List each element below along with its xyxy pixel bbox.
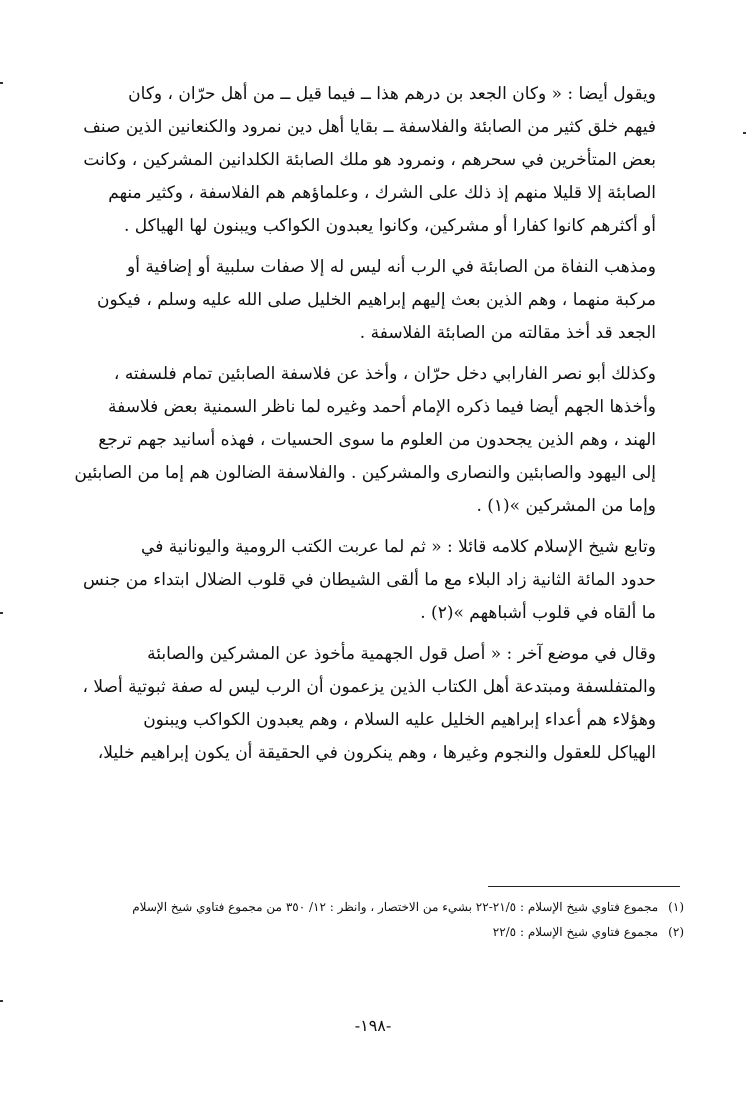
text-line: مركبة منهما ، وهم الذين بعث إليهم إبراهيم الخليل صلى الله عليه وسلم ، فيكون [97, 290, 656, 310]
paragraph-1 [72, 78, 680, 243]
text-line: فيهم خلق كثير من الصابئة والفلاسفة ــ بقايا أهل دين نمرود والكنعانين الذين صنف [83, 117, 656, 137]
text-line: إلى اليهود والصابئين والنصارى والمشركين . والفلاسفة الضالون هم إما من الصابئين [74, 463, 656, 483]
text-line: وقال في موضع آخر : « أصل قول الجهمية مأخوذ عن المشركين والصابئة [147, 644, 656, 664]
text-line: الصابئة إلا قليلا منهم إذ ذلك على الشرك ، وعلماؤهم هم الفلاسفة ، وكثير منهم [108, 183, 656, 203]
footnote-divider [488, 886, 680, 887]
scan-edge-mark [0, 612, 3, 614]
scan-edge-mark [0, 82, 3, 84]
footnotes [72, 898, 684, 948]
footnote-text: مجموع فتاوي شيخ الإسلام : ٢١/٥-٢٢ بشيء من الاختصار ، وانظر : ١٢/ ٣٥٠ من مجموع فتاوي شيخ الإسلام [132, 900, 659, 914]
footnote-2 [72, 923, 684, 942]
text-line: الجعد قد أخذ مقالته من الصابئة الفلاسفة . [359, 323, 656, 343]
footnote-number: (١) [668, 900, 684, 914]
paragraph-4 [72, 531, 680, 630]
text-line: ما ألقاه في قلوب أشباههم »(٢) . [420, 603, 656, 623]
text-line: وكذلك أبو نصر الفارابي دخل حرّان ، وأخذ عن فلاسفة الصابئين تمام فلسفته ، [113, 364, 656, 384]
text-line: الهند ، وهم الذين يجحدون من العلوم ما سوى الحسيات ، فهذه أسانيد جهم ترجع [98, 430, 656, 450]
footnote-text: مجموع فتاوي شيخ الإسلام : ٢٢/٥ [492, 925, 659, 939]
footnote-number: (٢) [668, 925, 684, 939]
text-line: وتابع شيخ الإسلام كلامه قائلا : « ثم لما عربت الكتب الرومية واليونانية في [141, 537, 656, 557]
text-line: وإما من المشركين »(١) . [476, 496, 656, 516]
text-line: بعض المتأخرين في سحرهم ، ونمرود هو ملك الصابئة الكلدانين المشركين ، وكانت [83, 150, 656, 170]
paragraph-2 [72, 251, 680, 350]
text-line: وأخذها الجهم أيضا فيما ذكره الإمام أحمد وغيره لما ناظر السمنية بعض فلاسفة [108, 397, 656, 417]
text-line: والمتفلسفة ومبتدعة أهل الكتاب الذين يزعمون أن الرب ليس له صفة ثبوتية أصلا ، [82, 677, 656, 697]
paragraph-5 [72, 638, 680, 770]
text-line: ويقول أيضا : « وكان الجعد بن درهم هذا ــ فيما قيل ــ من أهل حرّان ، وكان [128, 84, 656, 104]
text-line: وهؤلاء هم أعداء إبراهيم الخليل عليه السلام ، وهم يعبدون الكواكب ويبنون [143, 710, 656, 730]
main-text [72, 78, 680, 778]
text-line: أو أكثرهم كانوا كفارا أو مشركين، وكانوا يعبدون الكواكب ويبنون لها الهياكل . [124, 216, 656, 236]
paragraph-3 [72, 358, 680, 523]
page-number: -١٩٨- [354, 1016, 392, 1035]
text-line: الهياكل للعقول والنجوم وغيرها ، وهم ينكرون في الحقيقة أن يكون إبراهيم خليلا، [97, 743, 656, 763]
text-line: ومذهب النفاة من الصابئة في الرب أنه ليس له إلا صفات سلبية أو إضافية أو [126, 257, 656, 277]
footnote-1 [72, 898, 684, 917]
text-line: حدود المائة الثانية زاد البلاء مع ما ألقى الشيطان في قلوب الضلال ابتداء من جنس [83, 570, 656, 590]
scan-edge-mark [0, 1000, 3, 1002]
